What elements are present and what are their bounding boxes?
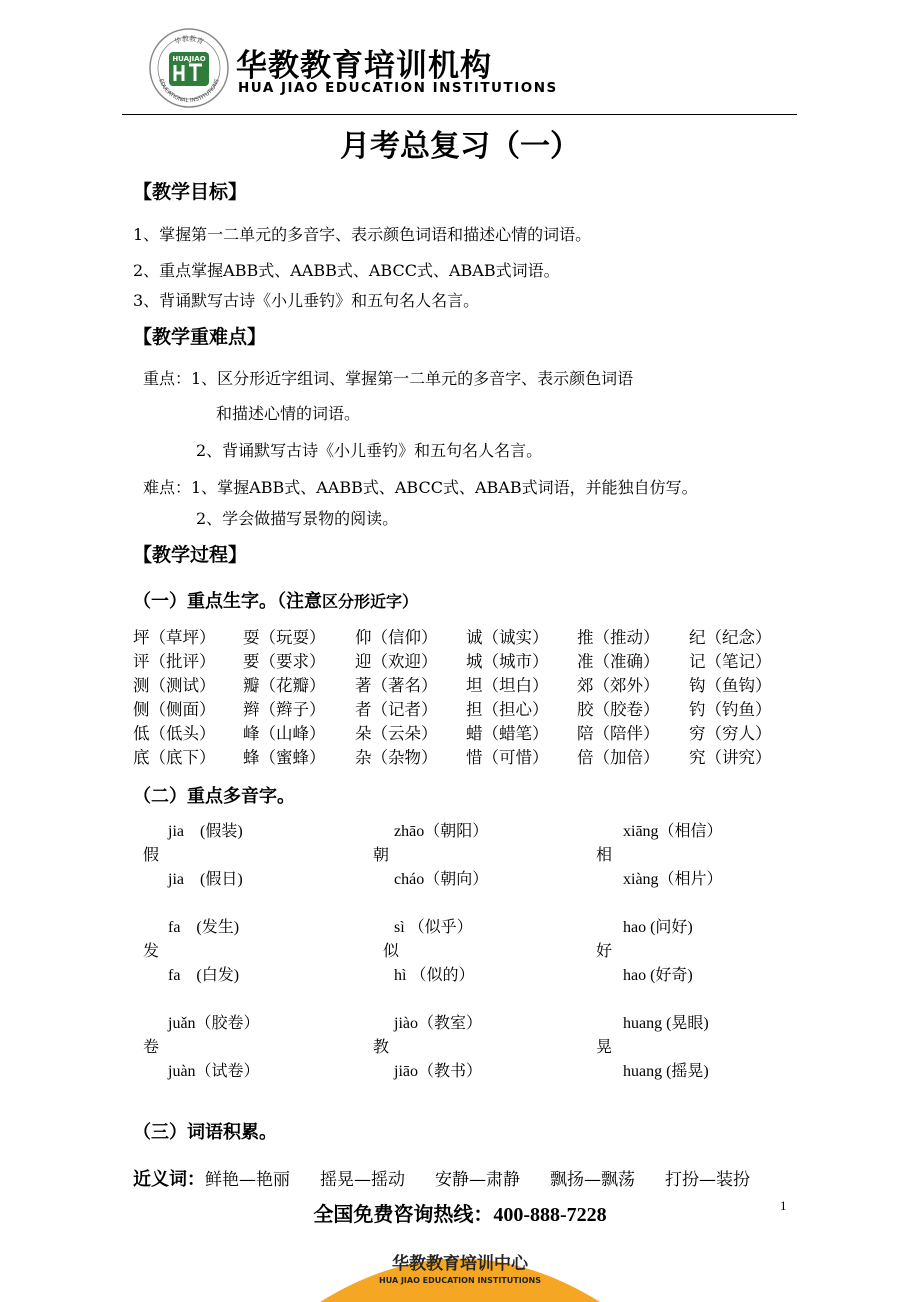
key-point-line: 2、背诵默写古诗《小儿垂钓》和五句名人名言。 bbox=[196, 441, 543, 460]
char-cell: 担（担心） bbox=[466, 700, 549, 719]
pinyin-reading: huang (摇晃) bbox=[623, 1063, 709, 1080]
pinyin-reading: jia (假日) bbox=[168, 871, 243, 888]
char-cell: 评（批评） bbox=[133, 652, 216, 671]
synonym-pair: 飘扬—飘荡 bbox=[550, 1170, 635, 1190]
char-cell: 蜡（蜡笔） bbox=[466, 724, 549, 743]
goals-heading: 【教学目标】 bbox=[133, 181, 248, 203]
pinyin-reading: hì （似的） bbox=[394, 967, 475, 984]
char-cell: 辫（辫子） bbox=[243, 700, 326, 719]
synonyms-label: 近义词： bbox=[133, 1169, 205, 1190]
char-cell: 峰（山峰） bbox=[243, 724, 326, 743]
pinyin-reading: jia (假装) bbox=[168, 823, 243, 840]
polyphone-char: 发 bbox=[143, 941, 160, 960]
page-title: 月考总复习（一） bbox=[340, 129, 580, 164]
polyphone-char: 假 bbox=[143, 845, 160, 864]
char-cell: 迎（欢迎） bbox=[355, 652, 438, 671]
polyphone-char: 朝 bbox=[373, 845, 390, 864]
char-cell: 仰（信仰） bbox=[355, 628, 438, 647]
pinyin-reading: fa (白发) bbox=[168, 967, 240, 984]
char-cell: 耍（玩耍） bbox=[243, 628, 326, 647]
char-cell: 坪（草坪） bbox=[133, 628, 216, 647]
key-point-line: 和描述心情的词语。 bbox=[216, 404, 361, 423]
char-cell: 底（底下） bbox=[133, 748, 216, 767]
char-cell: 倍（加倍） bbox=[577, 748, 660, 767]
page-number: 1 bbox=[780, 1198, 787, 1213]
pinyin-reading: fa (发生) bbox=[168, 919, 240, 936]
process-heading: 【教学过程】 bbox=[133, 544, 248, 566]
pinyin-reading: sì （似乎） bbox=[394, 919, 473, 936]
section1-title-note: 区分形近字） bbox=[322, 592, 419, 611]
char-cell: 者（记者） bbox=[355, 700, 438, 719]
char-cell: 胶（胶卷） bbox=[577, 700, 660, 719]
header-divider bbox=[122, 114, 797, 115]
footer-banner bbox=[320, 1225, 600, 1302]
key-points-heading: 【教学重难点】 bbox=[133, 326, 267, 348]
banner-name-english: HUA JIAO EDUCATION INSTITUTIONS bbox=[379, 1276, 541, 1285]
seal-text-bottom: EDUCATIONAL INSTITUTIONS bbox=[157, 78, 221, 105]
char-cell: 蜂（蜜蜂） bbox=[243, 748, 326, 767]
section3-title: （三）词语积累。 bbox=[133, 1122, 277, 1143]
difficulty-line: 2、学会做描写景物的阅读。 bbox=[196, 509, 399, 528]
section1-title bbox=[133, 587, 418, 613]
goal-item: 3、背诵默写古诗《小儿垂钓》和五句名人名言。 bbox=[133, 291, 480, 310]
char-cell: 诚（诚实） bbox=[466, 628, 549, 647]
char-cell: 杂（杂物） bbox=[355, 748, 438, 767]
char-cell: 郊（郊外） bbox=[577, 676, 660, 695]
polyphone-char: 相 bbox=[596, 845, 613, 864]
pinyin-reading: hao (问好) bbox=[623, 919, 693, 936]
char-cell: 准（准确） bbox=[577, 652, 660, 671]
synonym-pair: 安静—肃静 bbox=[435, 1170, 520, 1190]
goal-item: 1、掌握第一二单元的多音字、表示颜色词语和描述心情的词语。 bbox=[133, 225, 592, 244]
pinyin-reading: zhāo（朝阳） bbox=[394, 823, 489, 840]
char-cell: 朵（云朵） bbox=[355, 724, 438, 743]
seal-text-center: HUAJIAO bbox=[172, 55, 206, 63]
org-name-english: HUA JIAO EDUCATION INSTITUTIONS bbox=[238, 80, 558, 96]
char-cell: 侧（侧面） bbox=[133, 700, 216, 719]
polyphone-char: 好 bbox=[596, 941, 613, 960]
banner-name: 华教教育培训中心 bbox=[392, 1254, 528, 1274]
char-cell: 钩（鱼钩） bbox=[689, 676, 772, 695]
section1-title-main: （一）重点生字。（注意 bbox=[133, 591, 322, 612]
pinyin-reading: huang (晃眼) bbox=[623, 1015, 709, 1032]
polyphone-char: 教 bbox=[373, 1037, 390, 1056]
polyphone-char: 晃 bbox=[596, 1037, 613, 1056]
polyphone-char: 卷 bbox=[143, 1037, 160, 1056]
char-cell: 陪（陪伴） bbox=[577, 724, 660, 743]
char-cell: 惜（可惜） bbox=[466, 748, 549, 767]
pinyin-reading: xiàng（相片） bbox=[623, 871, 723, 888]
char-cell: 低（低头） bbox=[133, 724, 216, 743]
polyphone-char: 似 bbox=[383, 941, 400, 960]
synonym-pair: 鲜艳—艳丽 bbox=[205, 1170, 290, 1190]
synonym-pair: 摇晃—摇动 bbox=[320, 1170, 405, 1190]
pinyin-reading: jiāo（教书） bbox=[394, 1063, 482, 1080]
pinyin-reading: jiào（教室） bbox=[394, 1015, 482, 1032]
char-cell: 纪（纪念） bbox=[689, 628, 772, 647]
pinyin-reading: hao (好奇) bbox=[623, 967, 693, 984]
char-cell: 测（测试） bbox=[133, 676, 216, 695]
goal-item: 2、重点掌握ABB式、AABB式、ABCC式、ABAB式词语。 bbox=[133, 261, 560, 280]
char-cell: 钓（钓鱼） bbox=[689, 700, 772, 719]
char-cell: 城（城市） bbox=[466, 652, 549, 671]
synonym-pair: 打扮—装扮 bbox=[665, 1170, 750, 1190]
char-cell: 瓣（花瓣） bbox=[243, 676, 326, 695]
char-cell: 穷（穷人） bbox=[689, 724, 772, 743]
seal-text-top: 华教教育 bbox=[173, 34, 205, 47]
char-cell: 记（笔记） bbox=[689, 652, 772, 671]
seal-logo bbox=[148, 27, 230, 109]
difficulty-line: 难点：1、掌握ABB式、AABB式、ABCC式、ABAB式词语，并能独自仿写。 bbox=[143, 478, 698, 497]
char-cell: 推（推动） bbox=[577, 628, 660, 647]
pinyin-reading: cháo（朝向） bbox=[394, 871, 489, 888]
pinyin-reading: xiāng（相信） bbox=[623, 823, 723, 840]
char-cell: 究（讲究） bbox=[689, 748, 772, 767]
section2-title: （二）重点多音字。 bbox=[133, 786, 295, 807]
key-point-line: 重点：1、区分形近字组词、掌握第一二单元的多音字、表示颜色词语 bbox=[143, 369, 634, 388]
pinyin-reading: juǎn（胶卷） bbox=[168, 1015, 260, 1032]
org-name: 华教教育培训机构 bbox=[236, 48, 492, 84]
char-cell: 要（要求） bbox=[243, 652, 326, 671]
char-cell: 著（著名） bbox=[355, 676, 438, 695]
hotline: 全国免费咨询热线：400-888-7228 bbox=[313, 1204, 607, 1226]
pinyin-reading: juàn（试卷） bbox=[168, 1063, 260, 1080]
char-cell: 坦（坦白） bbox=[466, 676, 549, 695]
synonyms-row bbox=[133, 1165, 750, 1191]
